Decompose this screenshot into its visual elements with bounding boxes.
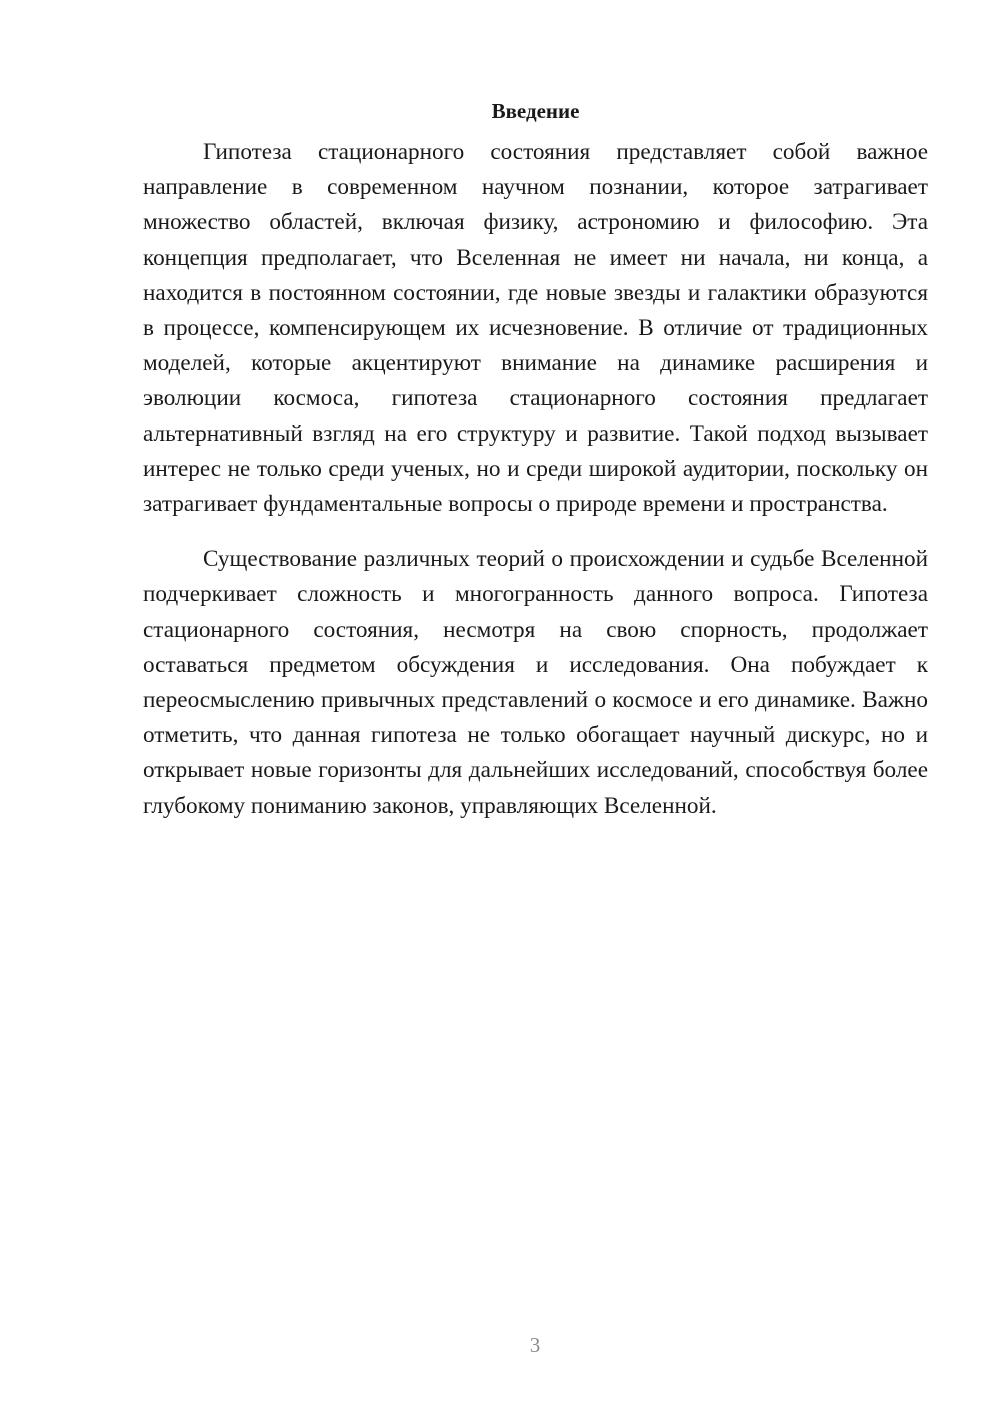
paragraph-2: Существование различных теорий о происхождении и судьбе Вселенной подчеркивает сложность и многогранность данного вопроса. Гипотеза стационарного состояния, несмотря на свою спорность, продолжает оставаться предметом обсуждения и исследования. Она побуждает к переосмыслению привычных представлений о космосе и его динамике. Важно отметить, что данная гипотеза не только обогащает научный дискурс, но и открывает новые горизонты для дальнейших исследований, способствуя более глубокому пониманию законов, управляющих Вселенной. xyxy=(143,546,928,819)
page-content xyxy=(143,95,928,844)
page-number: 3 xyxy=(529,1333,541,1357)
section-heading: Введение xyxy=(491,99,580,123)
paragraph-1: Гипотеза стационарного состояния представляет собой важное направление в современном научном познании, которое затрагивает множество областей, включая физику, астрономию и философию. Эта концепция предполагает, что Вселенная не имеет ни начала, ни конца, а находится в постоянном состоянии, где новые звезды и галактики образуются в процессе, компенсирующем их исчезновение. В отличие от традиционных моделей, которые акцентируют внимание на динамике расширения и эволюции космоса, гипотеза стационарного состояния предлагает альтернативный взгляд на его структуру и развитие. Такой подход вызывает интерес не только среди ученых, но и среди широкой аудитории, поскольку он затрагивает фундаментальные вопросы о природе времени и пространства. xyxy=(143,139,928,518)
